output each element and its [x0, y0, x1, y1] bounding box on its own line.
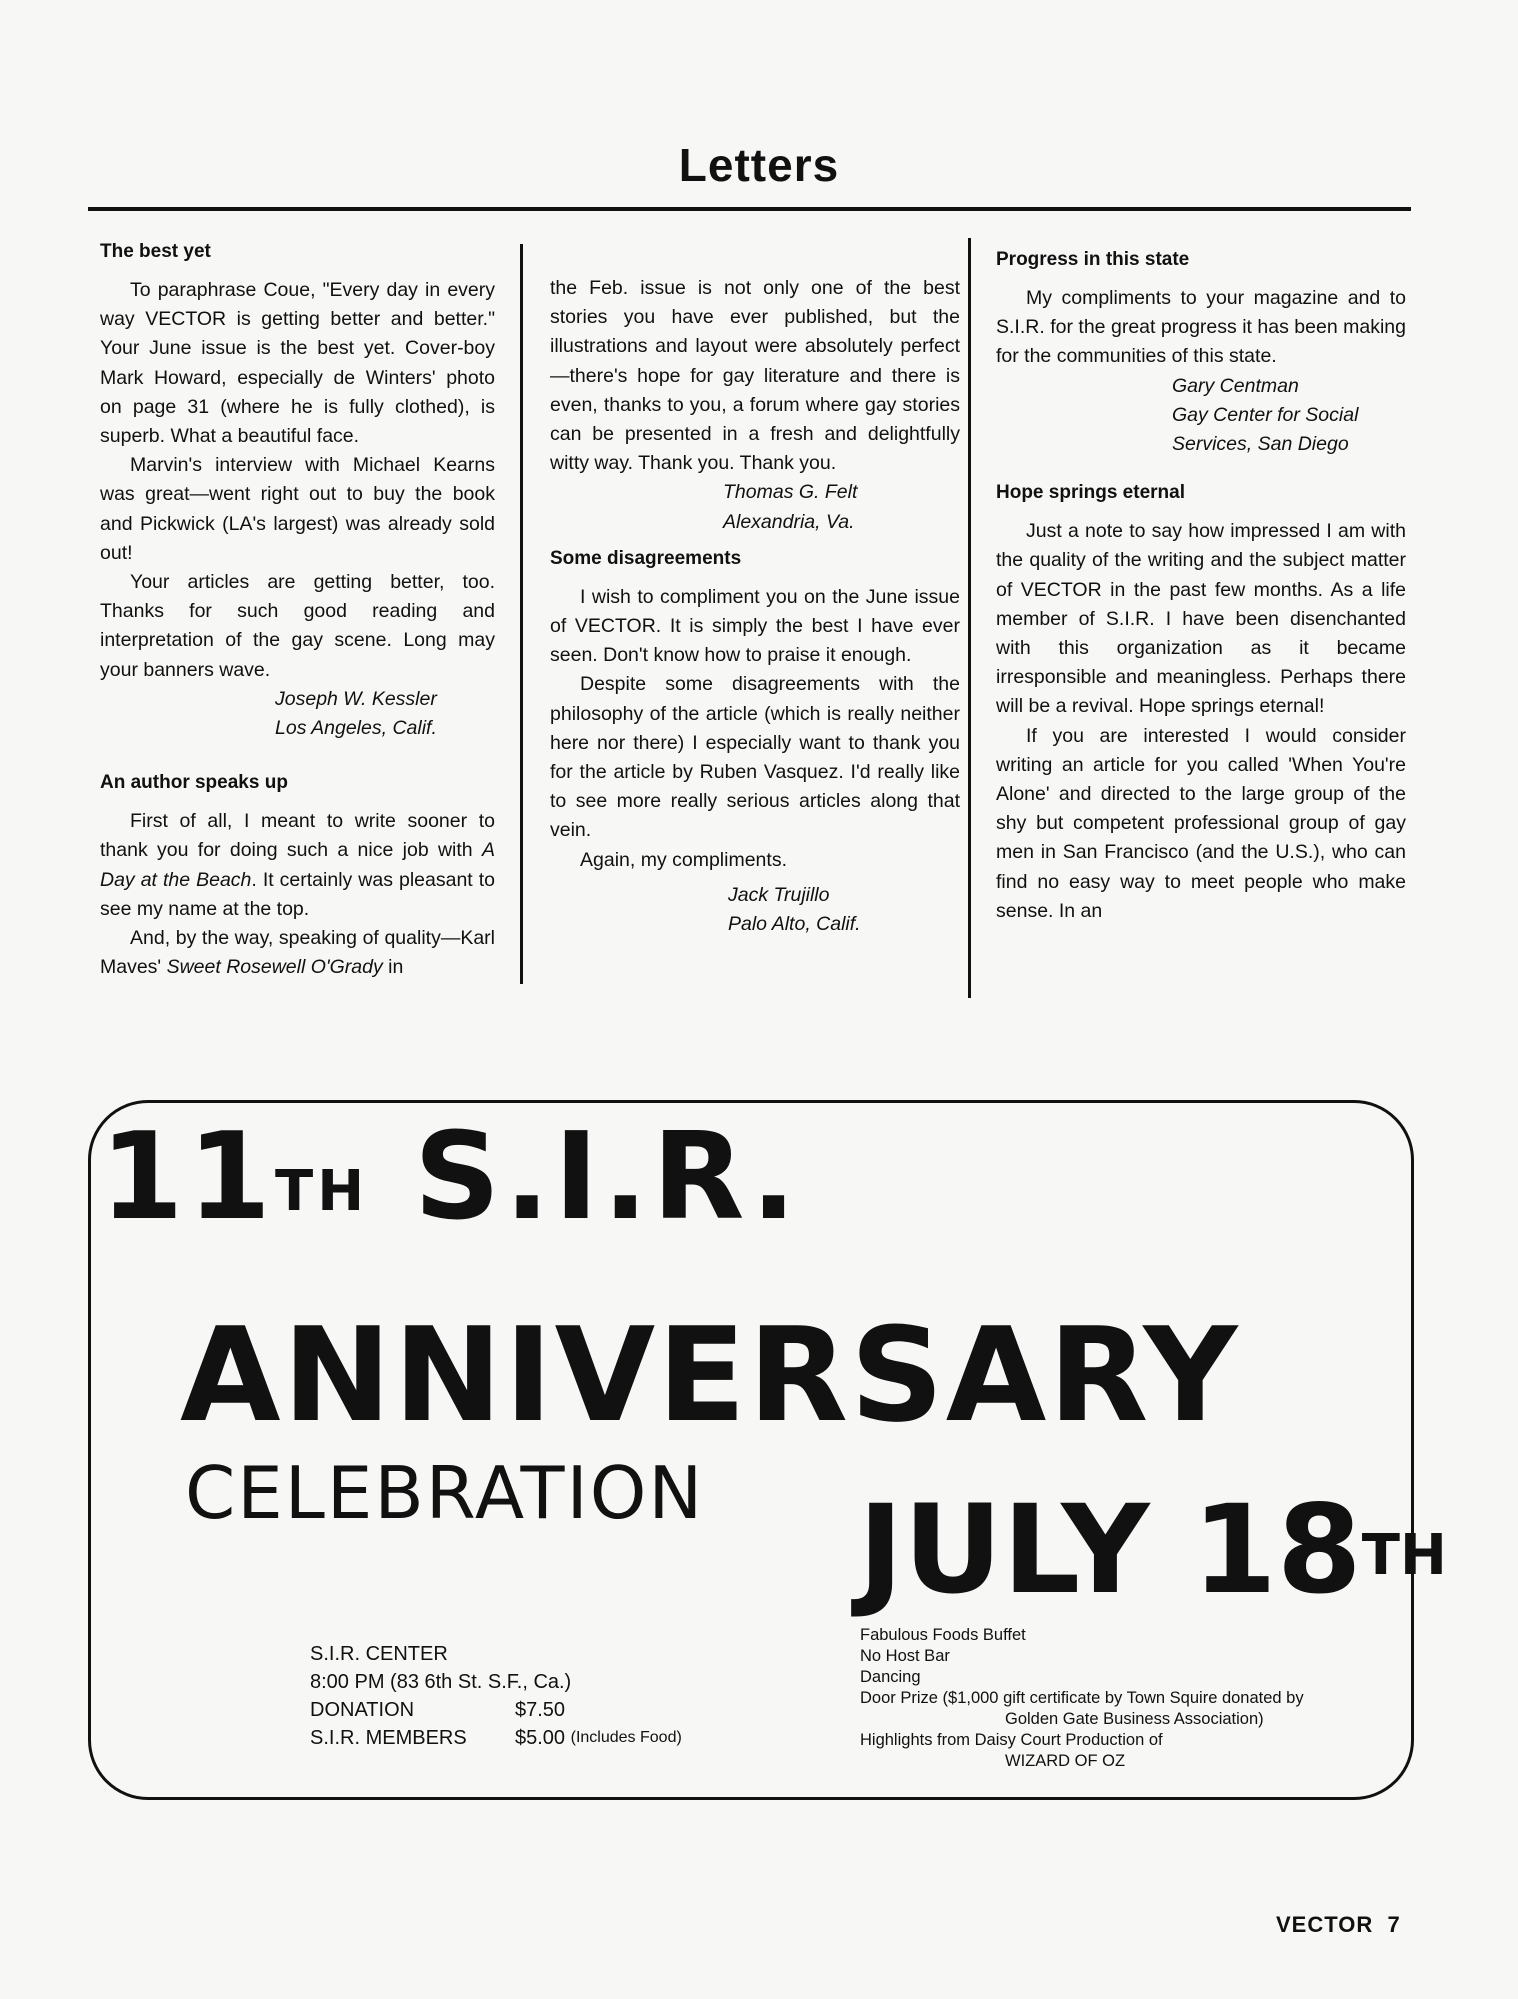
letter-heading: The best yet: [100, 241, 211, 262]
letter-heading: An author speaks up: [100, 772, 288, 794]
letter-paragraph: Marvin's interview with Michael Kearns was great—went right out to buy the book and Pickwick (LA's largest) was already sold out!: [100, 454, 495, 564]
letter-paragraph: If you are interested I would consider writing an article for you called 'When You're Alone' and directed to the large group of the shy but competent professional group of gay men in San Francisco (and the U.S.), who can find no easy way to meet people who make sense. In an: [996, 724, 1406, 922]
ad-list-item: No Host Bar: [860, 1647, 950, 1665]
letter-heading: Hope springs eternal: [996, 482, 1185, 504]
ad-list-item: Door Prize ($1,000 gift certificate by Town Squire donated by: [860, 1689, 1304, 1707]
letter-paragraph: To paraphrase Coue, "Every day in every way VECTOR is getting better and better." Your June issue is the best yet. Cover-boy Mark Howard, especially de Winters' photo on page 31 (where he is fully clothed), is superb. What a beautiful face.: [100, 279, 495, 448]
ad-headline-line1: 11TH S.I.R.: [100, 1108, 801, 1247]
letter-signature-place: Los Angeles, Calif.: [275, 717, 437, 740]
letter-signature-place: Services, San Diego: [1172, 433, 1349, 456]
letter-paragraph: Despite some disagreements with the philosophy of the article (which is really neither here nor there) I especially want to thank you for the article by Ruben Vasquez. I'd really like to see more really serious articles along that vein.: [550, 673, 960, 842]
ad-date: JULY 18TH: [858, 1479, 1447, 1621]
ad-venue: S.I.R. CENTER: [310, 1643, 448, 1665]
letter-heading: Progress in this state: [996, 249, 1190, 270]
ad-donation-row: DONATION $7.50: [310, 1699, 566, 1721]
ad-members-row: S.I.R. MEMBERS $5.00 (Includes Food): [310, 1727, 682, 1749]
letters-column-3: [996, 244, 1406, 926]
letters-column-1: [100, 236, 495, 982]
letter-paragraph: First of all, I meant to write sooner to thank you for doing such a nice job with A Day at the Beach. It certainly was pleasant to see my name at the top.: [100, 810, 495, 920]
title-rule: [88, 207, 1411, 211]
ad-headline-line3: CELEBRATION: [185, 1451, 705, 1535]
letter-signature-place: Gay Center for Social: [1172, 403, 1359, 426]
letter-paragraph: Again, my compliments.: [580, 848, 787, 871]
letter-paragraph: And, by the way, speaking of quality—Karl Maves' Sweet Rosewell O'Grady in: [100, 927, 495, 979]
letter-signature: Gary Centman: [1172, 374, 1299, 397]
ad-list-item: Golden Gate Business Association): [1005, 1710, 1264, 1728]
letter-paragraph: Just a note to say how impressed I am with the quality of the writing and the subject matter of VECTOR in the past few months. As a life member of S.I.R. I have been disenchanted with this organization as it became irresponsible and meaningless. Perhaps there will be a revival. Hope springs eternal!: [996, 520, 1406, 718]
letter-paragraph: My compliments to your magazine and to S.I.R. for the great progress it has been making for the communities of this state.: [996, 287, 1406, 368]
ad-list-item: Dancing: [860, 1668, 921, 1686]
letter-signature: Jack Trujillo: [728, 883, 830, 906]
letter-heading: Some disagreements: [550, 547, 742, 569]
letters-column-2: [550, 274, 960, 939]
letter-signature-place: Alexandria, Va.: [723, 510, 855, 533]
letter-paragraph: I wish to compliment you on the June issue of VECTOR. It is simply the best I have ever seen. Don't know how to praise it enough.: [550, 585, 960, 667]
ad-list-item: Highlights from Daisy Court Production of: [860, 1731, 1163, 1749]
letter-signature-place: Palo Alto, Calif.: [728, 913, 861, 936]
letter-signature: Thomas G. Felt: [723, 481, 858, 504]
column-divider-left: [520, 244, 523, 984]
ad-headline-line2: ANNIVERSARY: [180, 1299, 1240, 1451]
page-folio: VECTOR 7: [1276, 1912, 1401, 1937]
ad-list-item: Fabulous Foods Buffet: [860, 1626, 1026, 1644]
page-title: Letters: [678, 139, 840, 191]
ad-highlights-list: [860, 1625, 1400, 1772]
letter-signature: Joseph W. Kessler: [275, 687, 437, 710]
letter-paragraph: the Feb. issue is not only one of the best stories you have ever published, but the illustrations and layout were absolutely perfect—there's hope for gay literature and there is even, thanks to you, a forum where gay stories can be presented in a fresh and delightfully witty way. Thank you. Thank you.: [550, 277, 960, 475]
ad-event-info: [310, 1640, 682, 1752]
ad-time: 8:00 PM (83 6th St. S.F., Ca.): [310, 1671, 572, 1693]
letter-paragraph: Your articles are getting better, too. Thanks for such good reading and interpretation of the gay scene. Long may your banners wave.: [100, 571, 495, 681]
column-divider-right: [968, 238, 971, 998]
ad-list-item: WIZARD OF OZ: [1005, 1752, 1126, 1770]
